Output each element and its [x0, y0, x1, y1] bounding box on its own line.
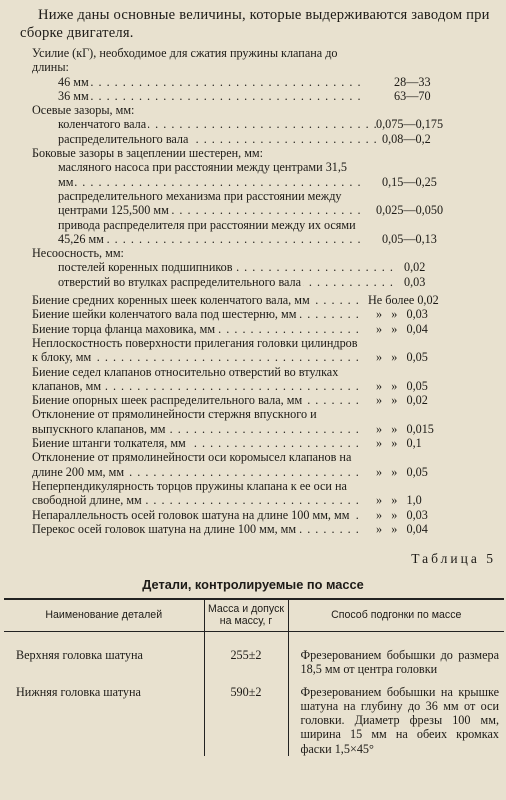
spec-row — [0, 275, 506, 289]
spec-row — [0, 393, 506, 407]
spec-label: Перекос осей головок шатуна на длине 100 мм, мм . . . — [32, 522, 364, 536]
spec-label: 46 мм . . . — [58, 75, 364, 89]
spec-row — [0, 293, 506, 307]
spec-label: распределительного механизма при расстоянии между центрами 125,500 мм . . . — [58, 189, 364, 218]
column-header: Наименование деталей — [4, 599, 204, 632]
intro-paragraph: Ниже даны основные величины, которые выдерживаются заводом при сборке двигателя. — [20, 7, 490, 41]
fit-method: Фрезерованием бобышки до размера 18,5 мм от центра головки — [288, 632, 504, 677]
table-title: Детали, контролируемые по массе — [142, 577, 364, 592]
table-header-row — [4, 599, 504, 632]
spec-row — [0, 146, 506, 160]
spec-value: 0,05—0,13 — [382, 231, 437, 246]
spec-label: коленчатого вала . . . — [58, 117, 376, 131]
spec-row — [0, 75, 506, 89]
spec-label: Несоосность, мм: — [32, 246, 124, 261]
spec-value: » » 0,05 — [376, 378, 428, 393]
table-number: Таблица 5 — [411, 551, 496, 566]
spec-row — [0, 117, 506, 131]
spec-label: Усилие (кГ), необходимое для сжатия пружины клапана до длины: — [32, 46, 338, 75]
spec-value: » » 0,05 — [376, 464, 428, 479]
spec-label: масляного насоса при расстоянии между центрами 31,5 мм . . . — [58, 160, 364, 189]
spec-label: Боковые зазоры в зацеплении шестерен, мм: — [32, 146, 264, 161]
spec-value: 0,025—0,050 — [376, 203, 444, 218]
spec-label: Отклонение от прямолинейности стержня впускного и выпускного клапанов, мм . . . — [32, 407, 364, 436]
spec-row — [0, 246, 506, 260]
mass-table — [4, 598, 504, 756]
spec-value: 0,02 — [404, 260, 426, 275]
spec-label: Биение опорных шеек распределительного вала, мм . . . — [32, 393, 364, 407]
spec-value: » » 0,03 — [376, 507, 428, 522]
spec-row — [0, 46, 506, 75]
spec-row — [0, 407, 506, 436]
spec-value: » » 0,05 — [376, 350, 428, 365]
spec-value: » » 0,1 — [376, 436, 422, 451]
spec-label: Биение седел клапанов относительно отверстий во втулках клапанов, мм . . . — [32, 365, 364, 394]
spec-row — [0, 189, 506, 218]
spec-label: Биение торца фланца маховика, мм . . . — [32, 322, 364, 336]
spec-row — [0, 522, 506, 536]
spec-label: отверстий во втулках распределительного вала . . . — [58, 275, 398, 289]
table-row — [4, 677, 504, 756]
spec-row — [0, 160, 506, 189]
spec-label: Непараллельность осей головок шатуна на длине 100 мм, мм . . . — [32, 508, 364, 522]
spec-row — [0, 322, 506, 336]
spec-value: 63—70 — [394, 88, 431, 103]
spec-label: Биение штанги толкателя, мм . . . — [32, 436, 364, 450]
spec-value: 0,03 — [404, 274, 426, 289]
spec-label: Неплоскостность поверхности прилегания головки цилиндров к блоку, мм . . . — [32, 336, 364, 365]
spec-row — [0, 132, 506, 146]
spec-row — [0, 307, 506, 321]
spec-label: Неперпендикулярность торцов пружины клапана к ее оси на свободной длине, мм . . . — [32, 479, 364, 508]
spec-label: Отклонение от прямолинейности оси коромысел клапанов на длине 200 мм, мм . . . — [32, 450, 364, 479]
spec-value: » » 0,015 — [376, 421, 434, 436]
spec-value: » » 0,02 — [376, 393, 428, 408]
spec-value: » » 0,03 — [376, 307, 428, 322]
spec-label: Осевые зазоры, мм: — [32, 103, 135, 118]
spec-value: 0,075—0,175 — [376, 117, 444, 132]
spec-value: 0,08—0,2 — [382, 131, 431, 146]
part-name: Нижняя головка шатуна — [16, 684, 141, 699]
column-header: Способ подгонки по массе — [288, 599, 504, 632]
spec-label: распределительного вала . . . — [58, 132, 382, 146]
spec-label: 36 мм . . . — [58, 89, 364, 103]
spec-row — [0, 436, 506, 450]
spec-row — [0, 89, 506, 103]
spec-value: 28—33 — [394, 74, 431, 89]
spec-row — [0, 218, 506, 247]
spec-row — [0, 260, 506, 274]
spec-row — [0, 103, 506, 117]
part-mass: 590±2 — [204, 677, 288, 756]
spec-value: » » 1,0 — [376, 493, 422, 508]
spec-label: привода распределителя при расстоянии между их осями 45,26 мм . . . — [58, 218, 364, 247]
table-row — [4, 632, 504, 677]
spec-row — [0, 365, 506, 394]
spec-row — [0, 508, 506, 522]
spec-label: Биение средних коренных шеек коленчатого вала, мм . . . — [32, 293, 358, 307]
fit-method: Фрезерованием бобышки на крышке шатуна на глубину до 36 мм от оси головки. Диаметр фрезы 100 мм, ширина 15 мм на обеих кромках фаски 1,5×45° — [288, 677, 504, 756]
column-header: Масса и допуск на массу, г — [204, 599, 288, 632]
spec-row — [0, 450, 506, 479]
spec-value: Не более 0,02 — [368, 293, 439, 308]
part-mass: 255±2 — [204, 632, 288, 677]
spec-row — [0, 336, 506, 365]
part-name: Верхняя головка шатуна — [16, 648, 143, 662]
spec-value: » » 0,04 — [376, 321, 428, 336]
spec-label: постелей коренных подшипников . . . — [58, 260, 398, 274]
spec-value: 0,15—0,25 — [382, 174, 437, 189]
spec-value: » » 0,04 — [376, 521, 428, 536]
spec-label: Биение шейки коленчатого вала под шестерню, мм . . . — [32, 307, 364, 321]
spec-row — [0, 479, 506, 508]
spec-list — [0, 46, 506, 536]
